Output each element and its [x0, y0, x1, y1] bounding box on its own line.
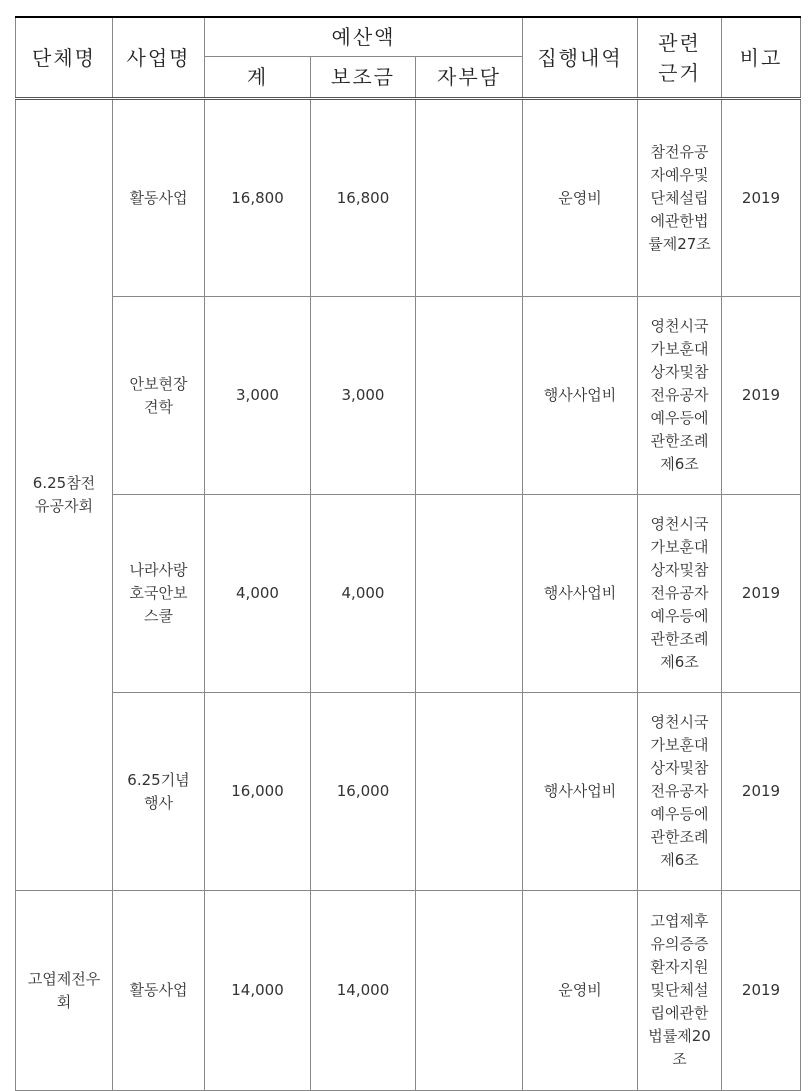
self-cell — [416, 297, 523, 495]
note-cell: 2019 — [722, 891, 801, 1091]
table-row — [16, 495, 801, 693]
subsidy-cell: 3,000 — [311, 297, 416, 495]
total-cell: 14,000 — [205, 891, 311, 1091]
org-cell: 6.25참전유공자회 — [16, 99, 113, 891]
self-cell — [416, 99, 523, 297]
self-cell — [416, 693, 523, 891]
header-self: 자부담 — [416, 57, 523, 99]
basis-cell: 영천시국가보훈대상자및참전유공자예우등에관한조례제6조 — [638, 693, 722, 891]
table-row — [16, 297, 801, 495]
table-row — [16, 99, 801, 297]
subsidy-cell: 16,800 — [311, 99, 416, 297]
project-cell: 활동사업 — [113, 891, 205, 1091]
header-budget: 예산액 — [205, 17, 523, 57]
subsidy-cell: 16,000 — [311, 693, 416, 891]
note-cell: 2019 — [722, 297, 801, 495]
note-cell: 2019 — [722, 99, 801, 297]
project-cell: 안보현장견학 — [113, 297, 205, 495]
basis-cell: 고엽제후유의증증환자지원및단체설립에관한법률제20조 — [638, 891, 722, 1091]
note-cell: 2019 — [722, 495, 801, 693]
org-cell: 고엽제전우회 — [16, 891, 113, 1091]
execution-cell: 운영비 — [523, 99, 638, 297]
execution-cell: 운영비 — [523, 891, 638, 1091]
basis-cell: 참전유공자예우및단체설립에관한법률제27조 — [638, 99, 722, 297]
project-cell: 나라사랑호국안보스쿨 — [113, 495, 205, 693]
header-execution: 집행내역 — [523, 17, 638, 99]
header-note: 비고 — [722, 17, 801, 99]
budget-table — [15, 16, 801, 1091]
execution-cell: 행사사업비 — [523, 297, 638, 495]
project-cell: 6.25기념행사 — [113, 693, 205, 891]
self-cell — [416, 891, 523, 1091]
execution-cell: 행사사업비 — [523, 495, 638, 693]
header-total: 계 — [205, 57, 311, 99]
self-cell — [416, 495, 523, 693]
note-cell: 2019 — [722, 693, 801, 891]
header-project: 사업명 — [113, 17, 205, 99]
total-cell: 16,000 — [205, 693, 311, 891]
total-cell: 4,000 — [205, 495, 311, 693]
table-row — [16, 693, 801, 891]
execution-cell: 행사사업비 — [523, 693, 638, 891]
header-org: 단체명 — [16, 17, 113, 99]
basis-cell: 영천시국가보훈대상자및참전유공자예우등에관한조례제6조 — [638, 297, 722, 495]
total-cell: 16,800 — [205, 99, 311, 297]
table-row — [16, 891, 801, 1091]
basis-cell: 영천시국가보훈대상자및참전유공자예우등에관한조례제6조 — [638, 495, 722, 693]
header-basis: 관련 근거 — [638, 17, 722, 99]
total-cell: 3,000 — [205, 297, 311, 495]
subsidy-cell: 14,000 — [311, 891, 416, 1091]
header-subsidy: 보조금 — [311, 57, 416, 99]
subsidy-cell: 4,000 — [311, 495, 416, 693]
project-cell: 활동사업 — [113, 99, 205, 297]
